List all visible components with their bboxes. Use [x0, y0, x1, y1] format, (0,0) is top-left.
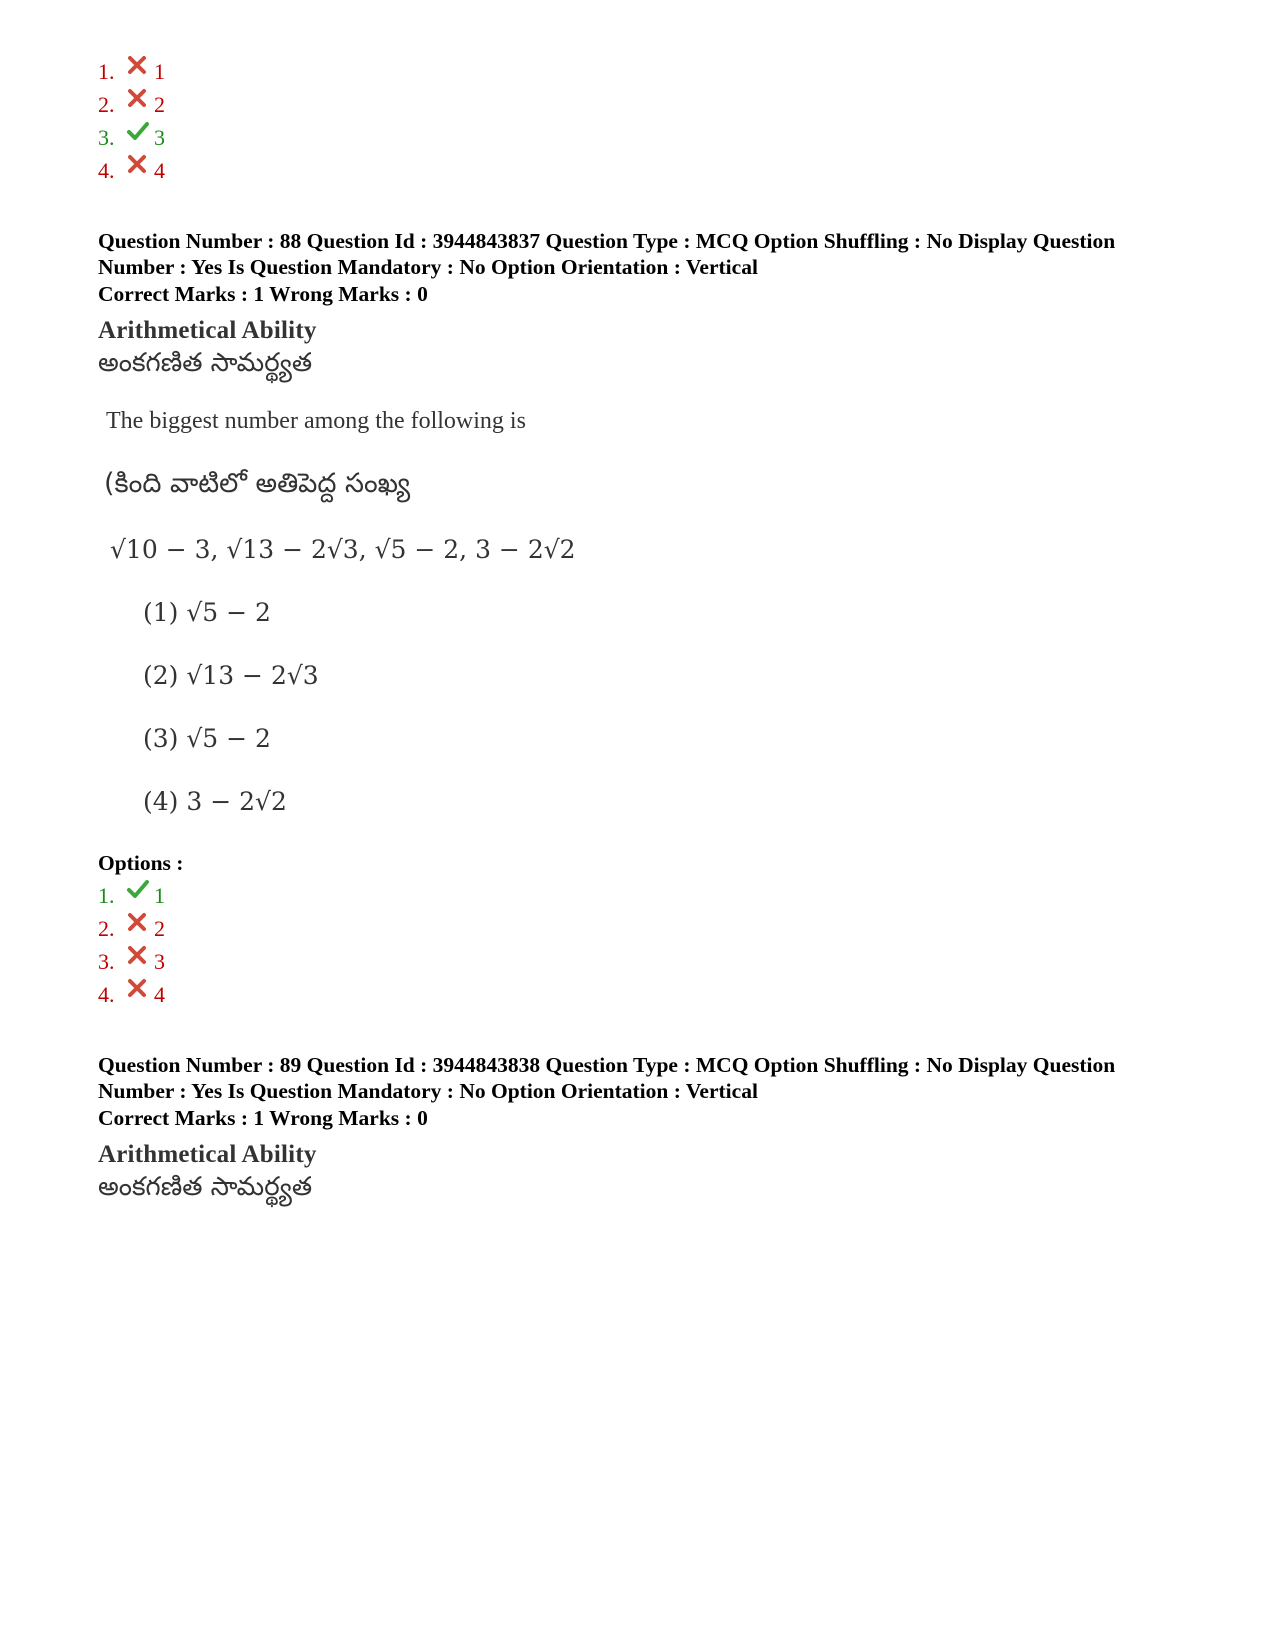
cross-icon	[126, 153, 150, 177]
option-number: 4.	[98, 158, 115, 183]
q88-question-te: (కింది వాటిలో అతిపెద్ద సంఖ్య	[104, 468, 411, 499]
prev-option-3	[98, 123, 165, 153]
q88-choice-2: (2) √13 − 2√3	[143, 661, 319, 690]
cross-icon	[126, 944, 150, 968]
option-value: 3	[154, 949, 165, 974]
q88-option-2	[98, 914, 165, 944]
option-value: 1	[154, 883, 165, 908]
q89-meta	[98, 1052, 1198, 1104]
option-value: 4	[154, 158, 165, 183]
q89-meta-line2: Number : Yes Is Question Mandatory : No Option Orientation : Vertical	[98, 1079, 758, 1103]
check-icon	[126, 120, 150, 144]
cross-icon	[126, 87, 150, 111]
q88-choice-3: (3) √5 − 2	[143, 724, 271, 753]
q88-meta-line2: Number : Yes Is Question Mandatory : No Option Orientation : Vertical	[98, 255, 758, 279]
prev-option-2	[98, 90, 165, 120]
option-value: 1	[154, 59, 165, 84]
q88-expression: √10 − 3, √13 − 2√3, √5 − 2, 3 − 2√2	[110, 535, 576, 564]
q88-marks: Correct Marks : 1 Wrong Marks : 0	[98, 282, 428, 306]
q89-subject-en: Arithmetical Ability	[98, 1141, 317, 1168]
q88-meta	[98, 228, 1198, 280]
option-value: 2	[154, 916, 165, 941]
prev-option-1	[98, 57, 165, 87]
q88-option-1	[98, 881, 165, 911]
q88-options-label: Options :	[98, 851, 184, 875]
q88-question-en: The biggest number among the following is	[106, 408, 526, 434]
cross-icon	[126, 54, 150, 78]
prev-option-4	[98, 156, 165, 186]
q89-marks: Correct Marks : 1 Wrong Marks : 0	[98, 1106, 428, 1130]
q88-meta-line1: Question Number : 88 Question Id : 3944843837 Question Type : MCQ Option Shuffling : No Display Question	[98, 229, 1116, 253]
cross-icon	[126, 911, 150, 935]
check-icon	[126, 878, 150, 902]
option-number: 2.	[98, 916, 115, 941]
option-number: 4.	[98, 982, 115, 1007]
q89-meta-line1: Question Number : 89 Question Id : 3944843838 Question Type : MCQ Option Shuffling : No Display Question	[98, 1053, 1116, 1077]
option-number: 2.	[98, 92, 115, 117]
q88-option-4	[98, 980, 165, 1010]
q88-option-3	[98, 947, 165, 977]
q88-choice-4: (4) 3 − 2√2	[143, 787, 287, 816]
option-value: 3	[154, 125, 165, 150]
option-number: 1.	[98, 883, 115, 908]
q89-subject-te: అంకగణిత సామర్థ్యత	[98, 1172, 313, 1202]
option-number: 3.	[98, 125, 115, 150]
option-value: 2	[154, 92, 165, 117]
q88-subject-te: అంకగణిత సామర్థ్యత	[98, 348, 313, 378]
cross-icon	[126, 977, 150, 1001]
option-number: 1.	[98, 59, 115, 84]
option-value: 4	[154, 982, 165, 1007]
q88-subject-en: Arithmetical Ability	[98, 317, 317, 344]
q88-choice-1: (1) √5 − 2	[143, 598, 271, 627]
option-number: 3.	[98, 949, 115, 974]
